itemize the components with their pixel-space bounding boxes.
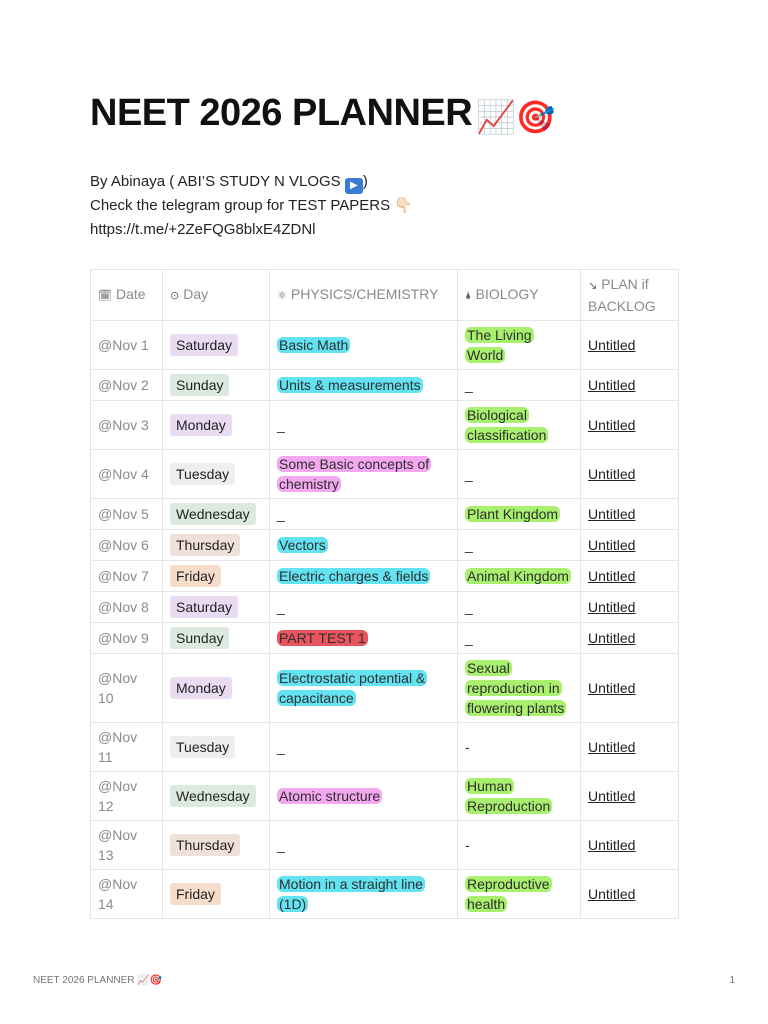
day-cell xyxy=(163,723,270,772)
physics-chemistry-cell[interactable] xyxy=(270,723,458,772)
column-header xyxy=(270,270,458,321)
column-header-icon: ⊙ xyxy=(170,290,180,302)
biology-cell[interactable] xyxy=(458,772,581,821)
telegram-text: Check the telegram group for TEST PAPERS xyxy=(90,197,395,214)
column-header xyxy=(91,270,163,321)
backlog-plan-cell xyxy=(581,321,679,370)
day-tag[interactable]: Wednesday xyxy=(170,785,256,807)
backlog-plan-cell xyxy=(581,561,679,592)
backlog-plan-cell xyxy=(581,821,679,870)
day-tag[interactable]: Monday xyxy=(170,414,232,436)
day-tag[interactable]: Friday xyxy=(170,565,221,587)
column-header-icon: 🌢 xyxy=(465,290,472,302)
table-header-row xyxy=(91,270,679,321)
column-header-icon: 🗓 xyxy=(98,290,112,302)
date-cell[interactable]: @Nov 7 xyxy=(91,561,163,592)
date-cell[interactable]: @Nov 8 xyxy=(91,592,163,623)
biology-cell[interactable] xyxy=(458,499,581,530)
footer-title-text: NEET 2026 PLANNER xyxy=(33,975,135,986)
backlog-plan-cell xyxy=(581,772,679,821)
day-tag[interactable]: Thursday xyxy=(170,534,240,556)
page-title xyxy=(90,92,555,136)
day-tag[interactable]: Saturday xyxy=(170,596,238,618)
column-header-label: BIOLOGY xyxy=(475,286,539,302)
day-tag[interactable]: Thursday xyxy=(170,834,240,856)
physics-chemistry-cell[interactable] xyxy=(270,321,458,370)
date-cell[interactable]: @Nov 10 xyxy=(91,654,163,723)
backlog-plan-cell xyxy=(581,870,679,919)
backlog-plan-link[interactable]: Untitled xyxy=(588,466,636,482)
backlog-plan-cell xyxy=(581,623,679,654)
physics-chemistry-topic: PART TEST 1 xyxy=(279,630,366,646)
biology-cell[interactable] xyxy=(458,623,581,654)
biology-topic: Reproductive health xyxy=(467,876,550,912)
day-cell xyxy=(163,401,270,450)
backlog-plan-link[interactable]: Untitled xyxy=(588,886,636,902)
backlog-plan-link[interactable]: Untitled xyxy=(588,337,636,353)
table-row xyxy=(91,821,679,870)
intro-block xyxy=(90,170,413,241)
date-cell[interactable]: @Nov 3 xyxy=(91,401,163,450)
date-cell[interactable]: @Nov 6 xyxy=(91,530,163,561)
biology-topic: Animal Kingdom xyxy=(467,568,569,584)
physics-chemistry-cell[interactable] xyxy=(270,870,458,919)
physics-chemistry-topic: _ xyxy=(277,837,285,853)
backlog-plan-cell xyxy=(581,530,679,561)
backlog-plan-link[interactable]: Untitled xyxy=(588,630,636,646)
physics-chemistry-cell[interactable] xyxy=(270,530,458,561)
telegram-link[interactable]: https://t.me/+2ZeFQG8blxE4ZDNl xyxy=(90,220,316,238)
biology-cell[interactable] xyxy=(458,530,581,561)
backlog-plan-link[interactable]: Untitled xyxy=(588,599,636,615)
physics-chemistry-cell[interactable] xyxy=(270,370,458,401)
table-row xyxy=(91,321,679,370)
biology-cell[interactable] xyxy=(458,592,581,623)
day-tag[interactable]: Saturday xyxy=(170,334,238,356)
table-body xyxy=(91,321,679,919)
chart-target-emoji-icon: 📈🎯 xyxy=(476,99,555,135)
backlog-plan-link[interactable]: Untitled xyxy=(588,417,636,433)
physics-chemistry-topic: Vectors xyxy=(279,537,326,553)
day-tag[interactable]: Sunday xyxy=(170,627,229,649)
column-header xyxy=(581,270,679,321)
backlog-plan-link[interactable]: Untitled xyxy=(588,739,636,755)
author-text: By Abinaya ( ABI’S STUDY N VLOGS xyxy=(90,173,345,190)
backlog-plan-cell xyxy=(581,723,679,772)
table-row xyxy=(91,530,679,561)
backlog-plan-cell xyxy=(581,499,679,530)
day-cell xyxy=(163,370,270,401)
biology-topic: _ xyxy=(465,599,473,615)
physics-chemistry-cell[interactable] xyxy=(270,654,458,723)
page-number: 1 xyxy=(729,975,735,986)
backlog-plan-link[interactable]: Untitled xyxy=(588,506,636,522)
day-cell xyxy=(163,870,270,919)
physics-chemistry-cell[interactable] xyxy=(270,592,458,623)
day-tag[interactable]: Friday xyxy=(170,883,221,905)
date-cell[interactable]: @Nov 13 xyxy=(91,821,163,870)
biology-topic: Plant Kingdom xyxy=(467,506,559,522)
backlog-plan-cell xyxy=(581,401,679,450)
biology-cell[interactable] xyxy=(458,370,581,401)
physics-chemistry-topic: Atomic structure xyxy=(279,788,381,804)
footer-emoji-icon: 📈🎯 xyxy=(137,975,163,986)
play-button-icon: ▶ xyxy=(345,178,363,194)
physics-chemistry-topic: Units & measurements xyxy=(279,377,421,393)
biology-topic: _ xyxy=(465,630,473,646)
date-cell[interactable]: @Nov 9 xyxy=(91,623,163,654)
date-cell[interactable]: @Nov 12 xyxy=(91,772,163,821)
physics-chemistry-cell[interactable] xyxy=(270,623,458,654)
table-row xyxy=(91,870,679,919)
day-tag[interactable]: Wednesday xyxy=(170,503,256,525)
table-row xyxy=(91,450,679,499)
biology-topic: Sexual reproduction in flowering plants xyxy=(467,660,565,716)
table-row xyxy=(91,370,679,401)
biology-topic: _ xyxy=(465,377,473,393)
day-cell xyxy=(163,592,270,623)
backlog-plan-cell xyxy=(581,450,679,499)
biology-topic: _ xyxy=(465,537,473,553)
biology-cell[interactable] xyxy=(458,821,581,870)
table-row xyxy=(91,772,679,821)
biology-cell[interactable] xyxy=(458,870,581,919)
physics-chemistry-cell[interactable] xyxy=(270,561,458,592)
day-cell xyxy=(163,654,270,723)
biology-topic: - xyxy=(465,739,470,755)
day-cell xyxy=(163,821,270,870)
biology-cell[interactable] xyxy=(458,561,581,592)
backlog-plan-link[interactable]: Untitled xyxy=(588,837,636,853)
day-tag[interactable]: Monday xyxy=(170,677,232,699)
backlog-plan-link[interactable]: Untitled xyxy=(588,680,636,696)
pointing-down-icon: 👇🏻 xyxy=(394,197,413,214)
biology-cell[interactable] xyxy=(458,321,581,370)
physics-chemistry-topic: Electric charges & fields xyxy=(279,568,429,584)
telegram-line xyxy=(90,194,413,218)
physics-chemistry-cell[interactable] xyxy=(270,821,458,870)
column-header-icon: ↘ xyxy=(588,280,598,292)
table-row xyxy=(91,561,679,592)
column-header-label: PLAN if BACKLOG xyxy=(588,276,656,314)
day-cell xyxy=(163,450,270,499)
day-cell xyxy=(163,623,270,654)
table-row xyxy=(91,499,679,530)
physics-chemistry-topic: _ xyxy=(277,506,285,522)
day-cell xyxy=(163,530,270,561)
physics-chemistry-topic: _ xyxy=(277,417,285,433)
backlog-plan-link[interactable]: Untitled xyxy=(588,377,636,393)
backlog-plan-link[interactable]: Untitled xyxy=(588,568,636,584)
physics-chemistry-cell[interactable] xyxy=(270,772,458,821)
biology-topic: Biological classification xyxy=(467,407,547,443)
date-cell[interactable]: @Nov 2 xyxy=(91,370,163,401)
physics-chemistry-topic: Basic Math xyxy=(279,337,349,353)
physics-chemistry-cell[interactable] xyxy=(270,401,458,450)
day-tag[interactable]: Tuesday xyxy=(170,463,235,485)
column-header-label: Day xyxy=(183,286,209,302)
column-header xyxy=(163,270,270,321)
physics-chemistry-topic: Electrostatic potential & capacitance xyxy=(279,670,426,706)
planner-table xyxy=(90,269,679,919)
author-suffix: ) xyxy=(362,173,368,190)
physics-chemistry-topic: Some Basic concepts of chemistry xyxy=(279,456,430,492)
biology-topic: Human Reproduction xyxy=(467,778,551,814)
biology-cell[interactable] xyxy=(458,723,581,772)
author-line xyxy=(90,170,413,194)
table-row xyxy=(91,401,679,450)
column-header-label: Date xyxy=(115,286,146,302)
footer-title xyxy=(33,975,162,986)
biology-cell[interactable] xyxy=(458,450,581,499)
table-row xyxy=(91,623,679,654)
biology-cell[interactable] xyxy=(458,401,581,450)
table-row xyxy=(91,654,679,723)
date-cell[interactable]: @Nov 4 xyxy=(91,450,163,499)
physics-chemistry-topic: Motion in a straight line (1D) xyxy=(279,876,423,912)
date-cell[interactable]: @Nov 11 xyxy=(91,723,163,772)
backlog-plan-cell xyxy=(581,654,679,723)
backlog-plan-cell xyxy=(581,592,679,623)
physics-chemistry-cell[interactable] xyxy=(270,499,458,530)
biology-topic: _ xyxy=(465,466,473,482)
date-cell[interactable]: @Nov 14 xyxy=(91,870,163,919)
column-header-icon: ⚛ xyxy=(277,290,287,302)
column-header xyxy=(458,270,581,321)
backlog-plan-cell xyxy=(581,370,679,401)
day-cell xyxy=(163,499,270,530)
biology-topic: The Living World xyxy=(467,327,532,363)
physics-chemistry-cell[interactable] xyxy=(270,450,458,499)
backlog-plan-link[interactable]: Untitled xyxy=(588,537,636,553)
table-row xyxy=(91,723,679,772)
day-tag[interactable]: Sunday xyxy=(170,374,229,396)
biology-topic: - xyxy=(465,837,470,853)
biology-cell[interactable] xyxy=(458,654,581,723)
day-cell xyxy=(163,772,270,821)
physics-chemistry-topic: _ xyxy=(277,739,285,755)
date-cell[interactable]: @Nov 5 xyxy=(91,499,163,530)
column-header-label: PHYSICS/CHEMISTRY xyxy=(290,286,439,302)
date-cell[interactable]: @Nov 1 xyxy=(91,321,163,370)
day-cell xyxy=(163,561,270,592)
physics-chemistry-topic: _ xyxy=(277,599,285,615)
backlog-plan-link[interactable]: Untitled xyxy=(588,788,636,804)
table-row xyxy=(91,592,679,623)
day-cell xyxy=(163,321,270,370)
page-title-text: NEET 2026 PLANNER xyxy=(90,92,473,134)
day-tag[interactable]: Tuesday xyxy=(170,736,235,758)
